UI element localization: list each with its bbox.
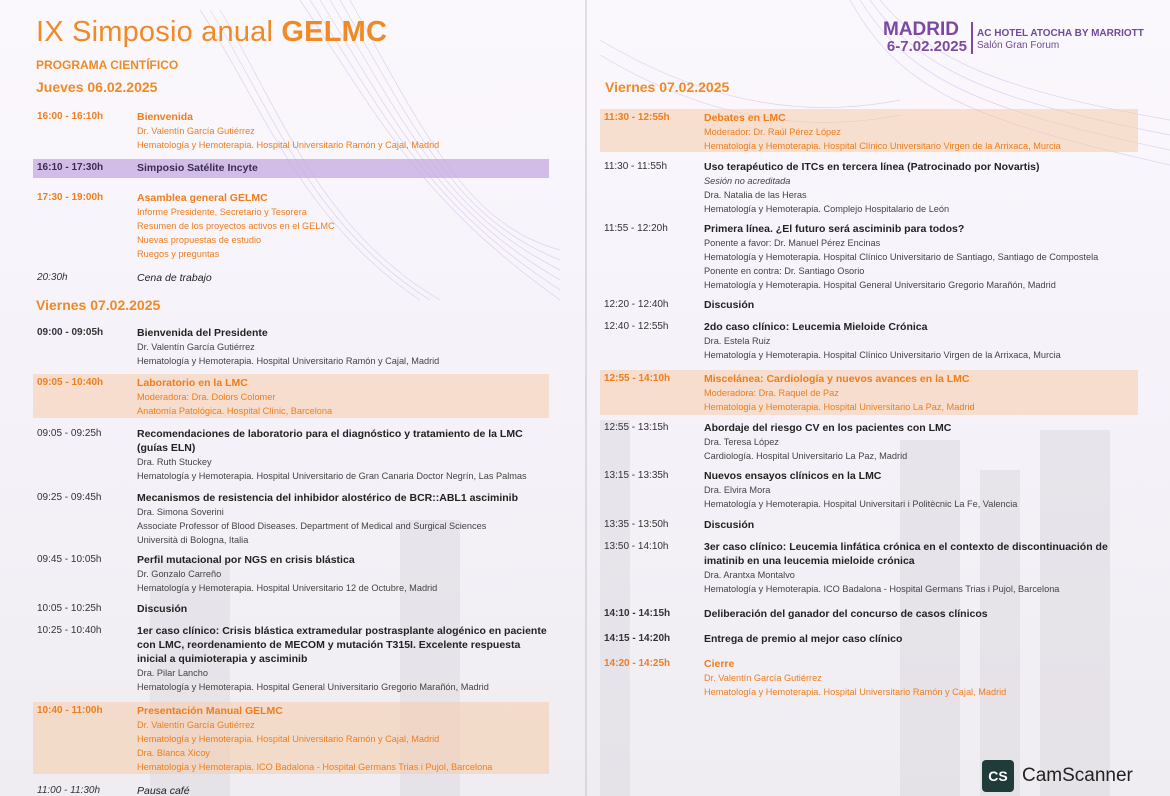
- day-heading-friday-right: Viernes 07.02.2025: [605, 79, 730, 95]
- schedule-item: 09:05 - 09:25h Recomendaciones de laboratorio para el diagnóstico y tratamiento de la LMC (guías ELN) Dra. Ruth Stuckey Hematología y Hemoterapia. Hospital Universitario de Gran Canaria Doctor Negrín, Las Palmas: [37, 428, 527, 481]
- schedule-item-highlight: 10:40 - 11:00h Presentación Manual GELMC Dr. Valentín García Gutiérrez Hematología y Hemoterapia. Hospital Universitario Ramón y Cajal, Madrid Dra. Blanca Xicoy Hematología y Hemoterapia. ICO Badalona - Hospital Germans Trias i Pujol, Barcelona: [33, 702, 549, 774]
- schedule-item: 16:00 - 16:10h Bienvenida Dr. Valentín García Gutiérrez Hematología y Hemoterapia. Hospital Universitario Ramón y Cajal, Madrid: [37, 111, 440, 150]
- schedule-item: 10:05 - 10:25h Discusión: [37, 603, 188, 615]
- schedule-item: 09:25 - 09:45h Mecanismos de resistencia del inhibidor alostérico de BCR::ABL1 asciminib Dra. Simona Soverini Associate Professor of Blood Diseases. Department of Medical and Surgical Sciences Università di Bologna, Italia: [37, 492, 519, 545]
- schedule-item: 13:50 - 14:10h 3er caso clínico: Leucemia linfática crónica en el contexto de discontinuación de imatinib en una leucemia mieloide crónica Dra. Arantxa Montalvo Hematología y Hemoterapia. ICO Badalona - Hospital Germans Trias i Pujol, Barcelona: [604, 541, 1108, 594]
- camscanner-watermark: [982, 760, 1133, 792]
- schedule-item: 14:15 - 14:20h Entrega de premio al mejor caso clínico: [604, 633, 903, 645]
- schedule-item: 20:30h Cena de trabajo: [37, 272, 212, 284]
- camscanner-label: CamScanner: [1022, 765, 1133, 786]
- page-title: IX Simposio anual GELMC: [36, 16, 388, 48]
- venue-name: AC HOTEL ATOCHA BY MARRIOTT: [977, 28, 1144, 39]
- schedule-item-highlight: 11:30 - 12:55h Debates en LMC Moderador: Dr. Raúl Pérez López Hematología y Hemoterapia. Hospital Clínico Universitario Virgen de la Arrixaca, Murcia: [600, 109, 1138, 152]
- schedule-item: 12:40 - 12:55h 2do caso clínico: Leucemia Mieloide Crónica Dra. Estela Ruiz Hematología y Hemoterapia. Hospital Clínico Universitario Virgen de la Arrixaca, Murcia: [604, 321, 1061, 360]
- schedule-item: 17:30 - 19:00h Asamblea general GELMC Informe Presidente, Secretario y Tesorera Resumen de los proyectos activos en el GELMC Nuevas propuestas de estudio Ruegos y preguntas: [37, 192, 335, 259]
- event-dates: 6-7.02.2025: [886, 38, 967, 55]
- schedule-item: 09:00 - 09:05h Bienvenida del Presidente Dr. Valentín García Gutiérrez Hematología y Hemoterapia. Hospital Universitario Ramón y Cajal, Madrid: [37, 327, 440, 366]
- schedule-item: 11:00 - 11:30h Pausa café: [37, 785, 190, 796]
- program-subtitle: PROGRAMA CIENTÍFICO: [36, 58, 179, 72]
- schedule-item-highlight: 09:05 - 10:40h Laboratorio en la LMC Moderadora: Dra. Dolors Colomer Anatomía Patológica. Hospital Clínic, Barcelona: [33, 374, 549, 418]
- venue-room: Salón Gran Forum: [977, 40, 1060, 51]
- header-divider: [971, 22, 973, 54]
- page-fold: [585, 0, 587, 796]
- schedule-item-highlight: 16:10 - 17:30h Simposio Satélite Incyte: [33, 159, 549, 178]
- day-heading-thursday: Jueves 06.02.2025: [36, 79, 158, 95]
- camscanner-logo-icon: CS: [982, 760, 1014, 792]
- schedule-item: 13:35 - 13:50h Discusión: [604, 519, 755, 531]
- schedule-item: 11:55 - 12:20h Primera línea. ¿El futuro será asciminib para todos? Ponente a favor: Dr. Manuel Pérez Encinas Hematología y Hemoterapia. Hospital Clínico Universitario de Santiago, Santiago de Compostela Ponente en contra: Dr. Santiago Osorio Hematología y Hemoterapia. Hospital General Universitario Gregorio Marañón, Madrid: [604, 223, 1099, 290]
- schedule-item: 10:25 - 10:40h 1er caso clínico: Crisis blástica extramedular postrasplante alogénico en paciente con LMC, reordenamiento de MECOM y mutación T315I. Excelente respuesta inicial a quimioterapia y asciminib Dra. Pilar Lancho Hematología y Hemoterapia. Hospital General Universitario Gregorio Marañón, Madrid: [37, 625, 547, 692]
- schedule-item: 12:20 - 12:40h Discusión: [604, 299, 755, 311]
- schedule-item: 12:55 - 13:15h Abordaje del riesgo CV en los pacientes con LMC Dra. Teresa López Cardiología. Hospital Universitario La Paz, Madrid: [604, 422, 952, 461]
- schedule-item: 14:10 - 14:15h Deliberación del ganador del concurso de casos clínicos: [604, 608, 988, 620]
- city-label: MADRID: [883, 19, 959, 40]
- schedule-item: 11:30 - 11:55h Uso terapéutico de ITCs en tercera línea (Patrocinado por Novartis) Sesión no acreditada Dra. Natalia de las Heras Hematología y Hemoterapia. Complejo Hospitalario de León: [604, 161, 1040, 214]
- schedule-item: 13:15 - 13:35h Nuevos ensayos clínicos en la LMC Dra. Elvira Mora Hematología y Hemoterapia. Hospital Universitari i Politècnic La Fe, Valencia: [604, 470, 1018, 509]
- day-heading-friday: Viernes 07.02.2025: [36, 297, 161, 313]
- schedule-item-highlight: 12:55 - 14:10h Miscelánea: Cardiología y nuevos avances en la LMC Moderadora: Dra. Raquel de Paz Hematología y Hemoterapia. Hospital Universitario La Paz, Madrid: [600, 370, 1138, 415]
- schedule-item: 09:45 - 10:05h Perfil mutacional por NGS en crisis blástica Dr. Gonzalo Carreño Hematología y Hemoterapia. Hospital Universitario 12 de Octubre, Madrid: [37, 554, 438, 593]
- schedule-item: 14:20 - 14:25h Cierre Dr. Valentín García Gutiérrez Hematología y Hemoterapia. Hospital Universitario Ramón y Cajal, Madrid: [604, 658, 1007, 697]
